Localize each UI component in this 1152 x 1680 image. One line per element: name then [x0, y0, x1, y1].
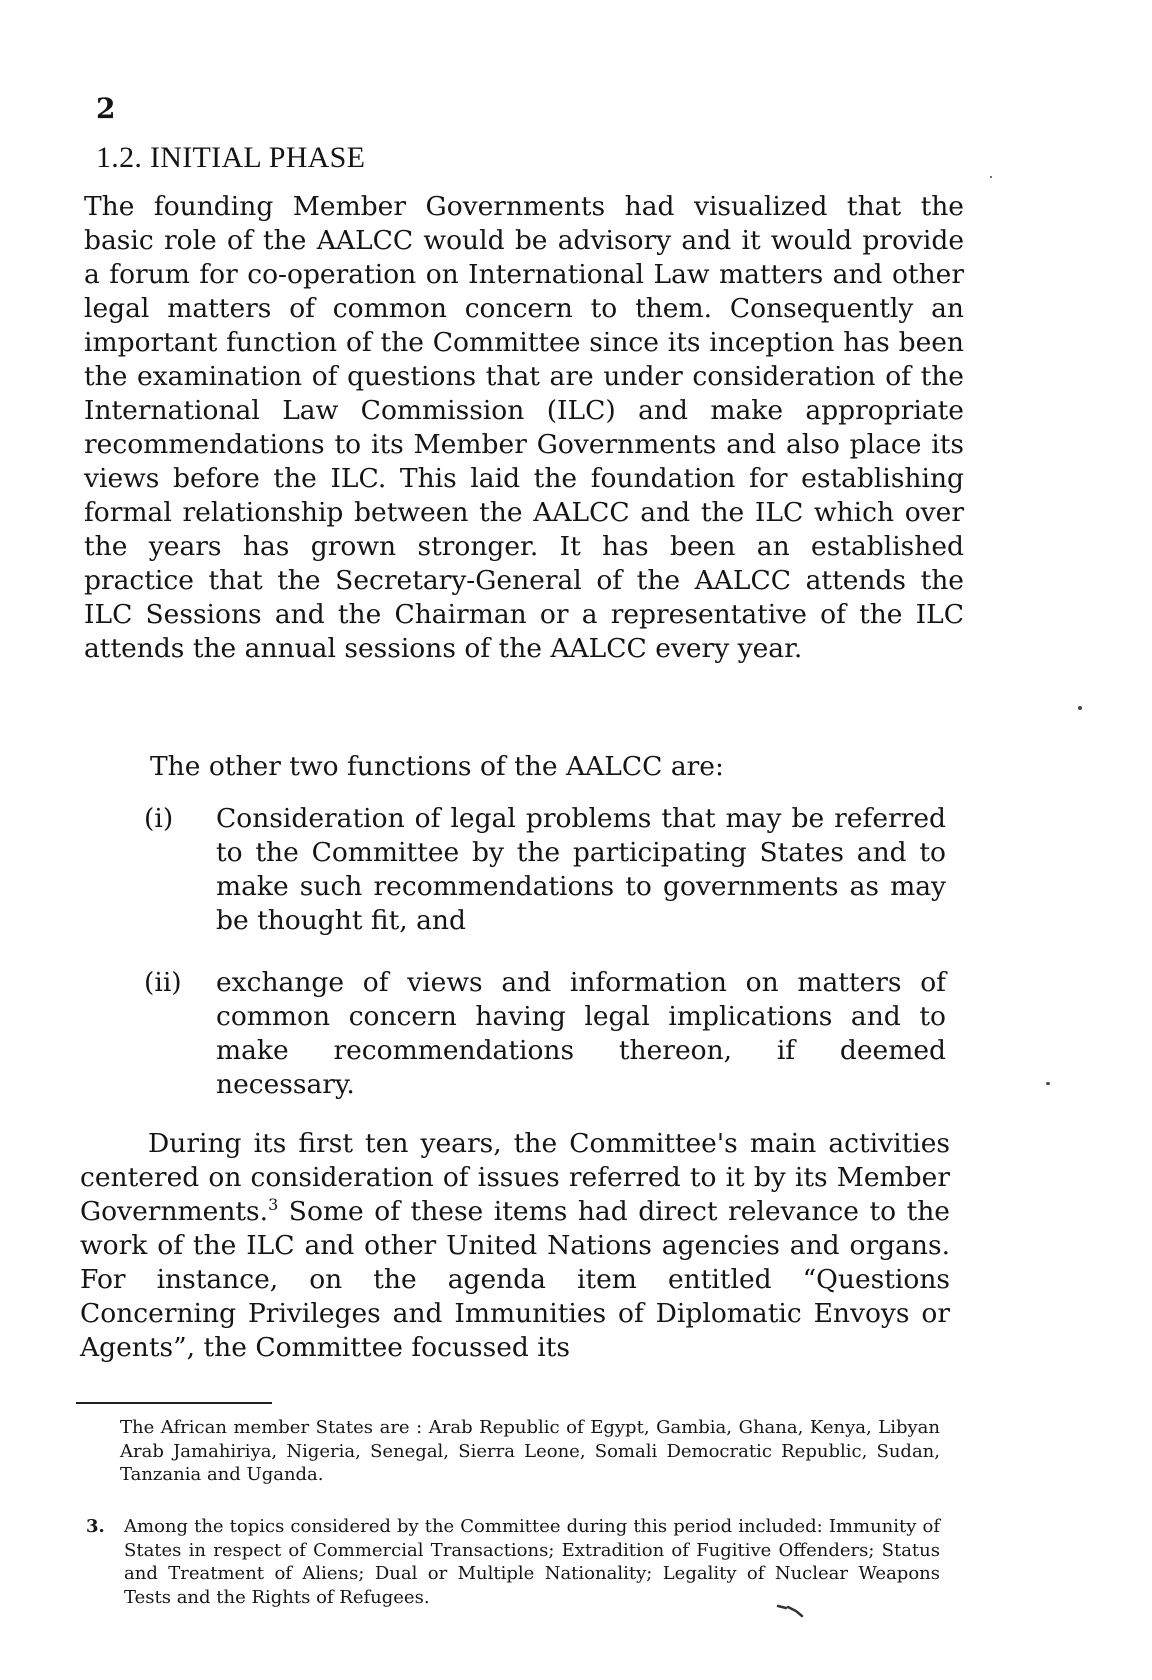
paragraph-first-ten-years [80, 1127, 950, 1365]
section-heading: 1.2. INITIAL PHASE [96, 141, 366, 174]
footnote-reference: 3 [268, 1195, 279, 1215]
footnote-number: 3. [86, 1516, 105, 1537]
functions-lead-in: The other two functions of the AALCC are: [150, 751, 724, 782]
scan-speck [1046, 1082, 1050, 1085]
footnote-text: Among the topics considered by the Committee during this period included: Immunity of States in respect of Commercial Transactions; Extradition of Fugitive Offenders; Status and Treatment of Aliens; Dual or Multiple Nationality; Legality of Nuclear Weapons Tests and the Rights of Refugees. [124, 1516, 940, 1608]
footnote-continued: The African member States are : Arab Republic of Egypt, Gambia, Ghana, Kenya, Libyan Arab Jamahiriya, Nigeria, Senegal, Sierra Leone, Somali Democratic Republic, Sudan, Tanzania and Uganda. [120, 1417, 940, 1485]
scan-speck [990, 176, 992, 178]
page-number: 2 [96, 92, 116, 125]
paragraph-text: During its first ten years, the Committee's main activities centered on consideration of issues referred to it by its Member Governments. [80, 1128, 950, 1227]
function-item-text: Consideration of legal problems that may be referred to the Committee by the participating States and to make such recommendations to governments as may be thought fit, and [216, 803, 946, 936]
paragraph-initial-phase: The founding Member Governments had visualized that the basic role of the AALCC would be advisory and it would provide a forum for co-operation on International Law matters and other legal matters of common concern to them. Consequently an important function of the Committee since its inception has been the examination of questions that are under consideration of the International Law Commission (ILC) and make appropriate recommendations to its Member Governments and also place its views before the ILC. This laid the foundation for establishing formal relationship between the AALCC and the ILC which over the years has grown stronger. It has been an established practice that the Secretary-General of the AALCC attends the ILC Sessions and the Chairman or a representative of the ILC attends the annual sessions of the AALCC every year. [84, 191, 964, 664]
paragraph-text: Some of these items had direct relevance to the work of the ILC and other United Nations agencies and organs. For instance, on the agenda item entitled “Questions Concerning Privileges and Immunities of Diplomatic Envoys or Agents”, the Committee focussed its [80, 1196, 950, 1363]
scan-speck [1078, 706, 1082, 710]
scan-mark-icon [776, 1602, 806, 1618]
footnote-divider [76, 1402, 272, 1404]
function-item-marker: (i) [144, 803, 174, 834]
function-item-marker: (ii) [144, 967, 182, 998]
function-item-text: exchange of views and information on matters of common concern having legal implications and to make recommendations thereon, if deemed necessary. [216, 967, 946, 1100]
